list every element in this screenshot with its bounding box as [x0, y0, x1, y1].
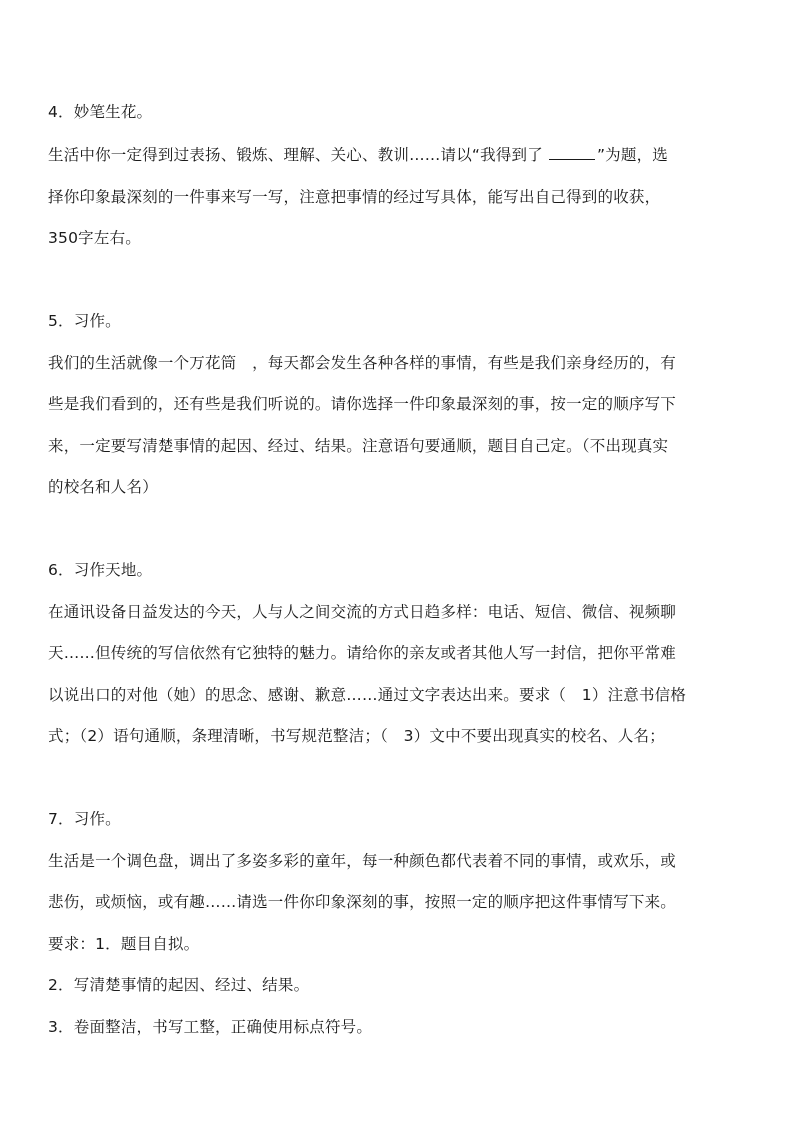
q7-requirement-3: 3．卷面整洁，书写工整，正确使用标点符号。 — [48, 1018, 373, 1036]
q6-heading: 6．习作天地。 — [48, 561, 153, 579]
q4-line-1-before: 生活中你一定得到过表扬、锻炼、理解、关心、教训……请以“我得到了 — [48, 146, 543, 164]
q5-line-2: 些是我们看到的，还有些是我们听说的。请你选择一件印象最深刻的事，按一定的顺序写下 — [48, 395, 677, 413]
q7-heading: 7．习作。 — [48, 810, 121, 828]
q7-requirement-2: 2．写清楚事情的起因、经过、结果。 — [48, 976, 310, 994]
q5-line-3: 来，一定要写清楚事情的起因、经过、结果。注意语句要通顺，题目自己定。（不出现真实 — [48, 437, 669, 455]
q5-line-1: 我们的生活就像一个万花筒 ，每天都会发生各种各样的事情，有些是我们亲身经历的，有 — [48, 354, 677, 372]
q4-line-3: 350字左右。 — [48, 229, 141, 247]
q5-line-4: 的校名和人名） — [48, 478, 158, 496]
q6-line-4: 式；（2）语句通顺，条理清晰，书写规范整洁；（ 3）文中不要出现真实的校名、人名； — [48, 727, 665, 745]
q6-line-1: 在通讯设备日益发达的今天，人与人之间交流的方式日趋多样：电话、短信、微信、视频聊 — [48, 603, 677, 621]
q5-heading: 5．习作。 — [48, 312, 121, 330]
q7-requirement-1: 要求：1．题目自拟。 — [48, 935, 200, 953]
answer-blank — [549, 145, 595, 160]
q6-line-3: 以说出口的对他（她）的思念、感谢、歉意……通过文字表达出来。要求（ 1）注意书信格 — [48, 686, 687, 704]
q7-line-1: 生活是一个调色盘，调出了多姿多彩的童年，每一种颜色都代表着不同的事情，或欢乐，或 — [48, 852, 677, 870]
q4-heading: 4．妙笔生花。 — [48, 103, 153, 121]
q4-line-1-after: ”为题，选 — [596, 146, 668, 164]
q4-line-2: 择你印象最深刻的一件事来写一写，注意把事情的经过写具体，能写出自己得到的收获， — [48, 188, 661, 206]
q4-line-1 — [48, 145, 748, 165]
q6-line-2: 天……但传统的写信依然有它独特的魅力。请给你的亲友或者其他人写一封信，把你平常难 — [48, 644, 677, 662]
q7-line-2: 悲伤，或烦恼，或有趣……请选一件你印象深刻的事，按照一定的顺序把这件事情写下来。 — [48, 893, 677, 911]
